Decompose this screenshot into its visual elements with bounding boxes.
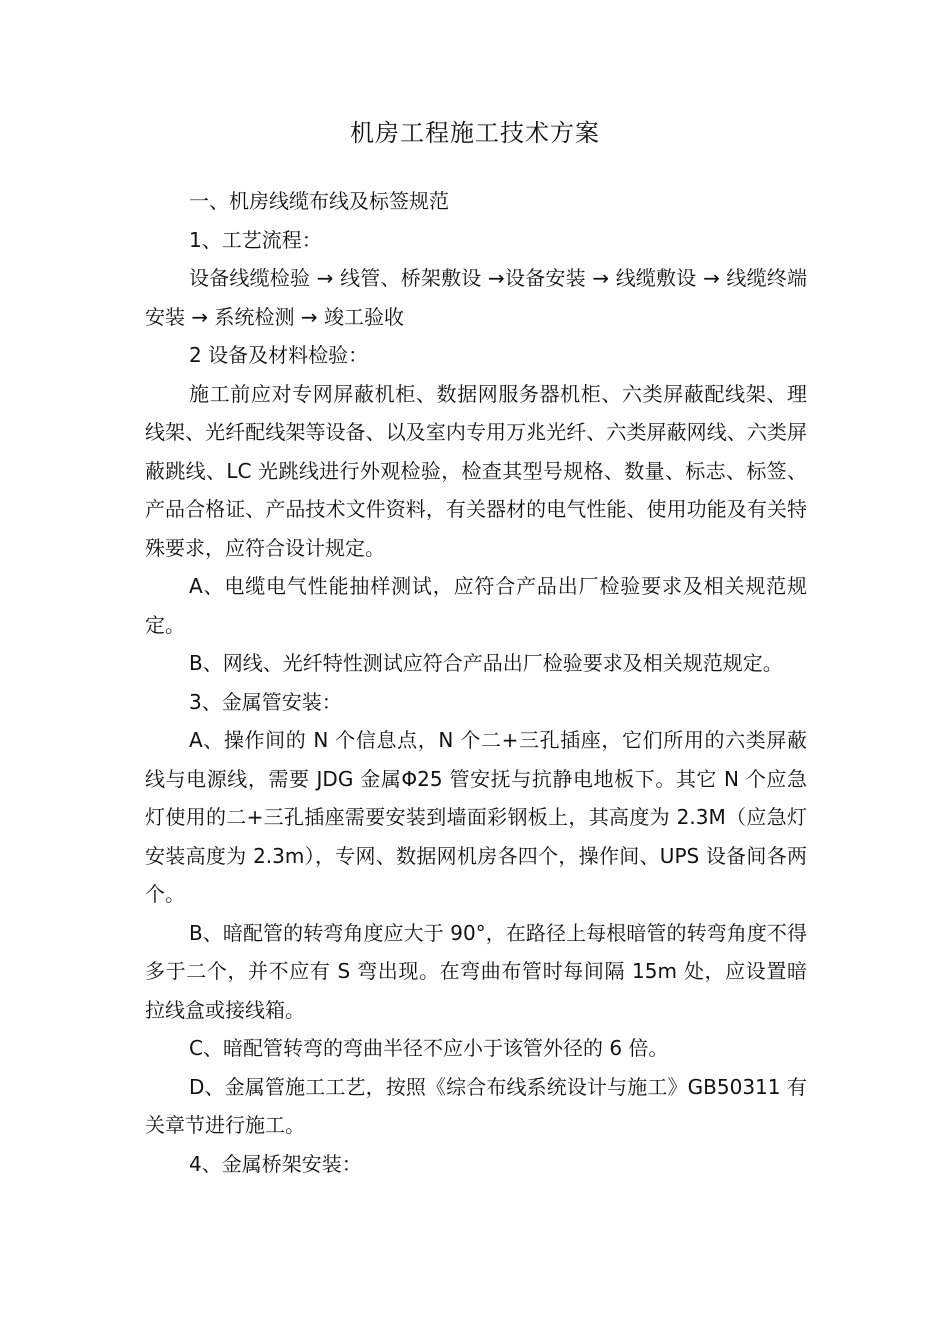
subsection-heading: 4、金属桥架安装： [189,1151,362,1176]
body-paragraph: 施工前应对专网屏蔽机柜、数据网服务器机柜、六类屏蔽配线架、理线架、光纤配线架等设备、以及室内专用万兆光纤、六类屏蔽网线、六类屏蔽跳线、LC 光跳线进行外观检验，检查其型号规格、数量、标志、标签、产品合格证、产品技术文件资料，有关器材的电气性能、使用功能及有关特殊要求，应符合设计规定。 [145,381,807,560]
subsection-heading: 1、工艺流程： [189,227,322,252]
body-paragraph: B、网线、光纤特性测试应符合产品出厂检验要求及相关规范规定。 [189,651,783,675]
process-flow-paragraph: 设备线缆检验 → 线管、桥架敷设 →设备安装 → 线缆敷设 → 线缆终端安装 → 系统检测 → 竣工验收 [145,266,807,329]
section-heading: 一、机房线缆布线及标签规范 [189,189,449,213]
subsection-heading: 3、金属管安装： [189,689,342,714]
body-paragraph: A、电缆电气性能抽样测试，应符合产品出厂检验要求及相关规范规定。 [145,574,807,637]
body-paragraph: D、金属管施工工艺，按照《综合布线系统设计与施工》GB50311 有关章节进行施工。 [145,1074,807,1137]
document-title: 机房工程施工技术方案 [350,119,600,147]
body-paragraph: A、操作间的 N 个信息点，N 个二+三孔插座，它们所用的六类屏蔽线与电源线，需要 JDG 金属Φ25 管安抚与抗静电地板下。其它 N 个应急灯使用的二+三孔插座需要安装到墙面彩钢板上，其高度为 2.3M（应急灯安装高度为 2.3m），专网、数据网机房各四个，操作间、UPS 设备间各两个。 [145,728,807,906]
document-body [145,182,807,1183]
subsection-heading: 2 设备及材料检验： [189,343,369,367]
body-paragraph: C、暗配管转弯的弯曲半径不应小于该管外径的 6 倍。 [189,1036,669,1060]
body-paragraph: B、暗配管的转弯角度应大于 90°，在路径上每根暗管的转弯角度不得多于二个，并不应有 S 弯出现。在弯曲布管时每间隔 15m 处，应设置暗拉线盒或接线箱。 [145,920,807,1022]
